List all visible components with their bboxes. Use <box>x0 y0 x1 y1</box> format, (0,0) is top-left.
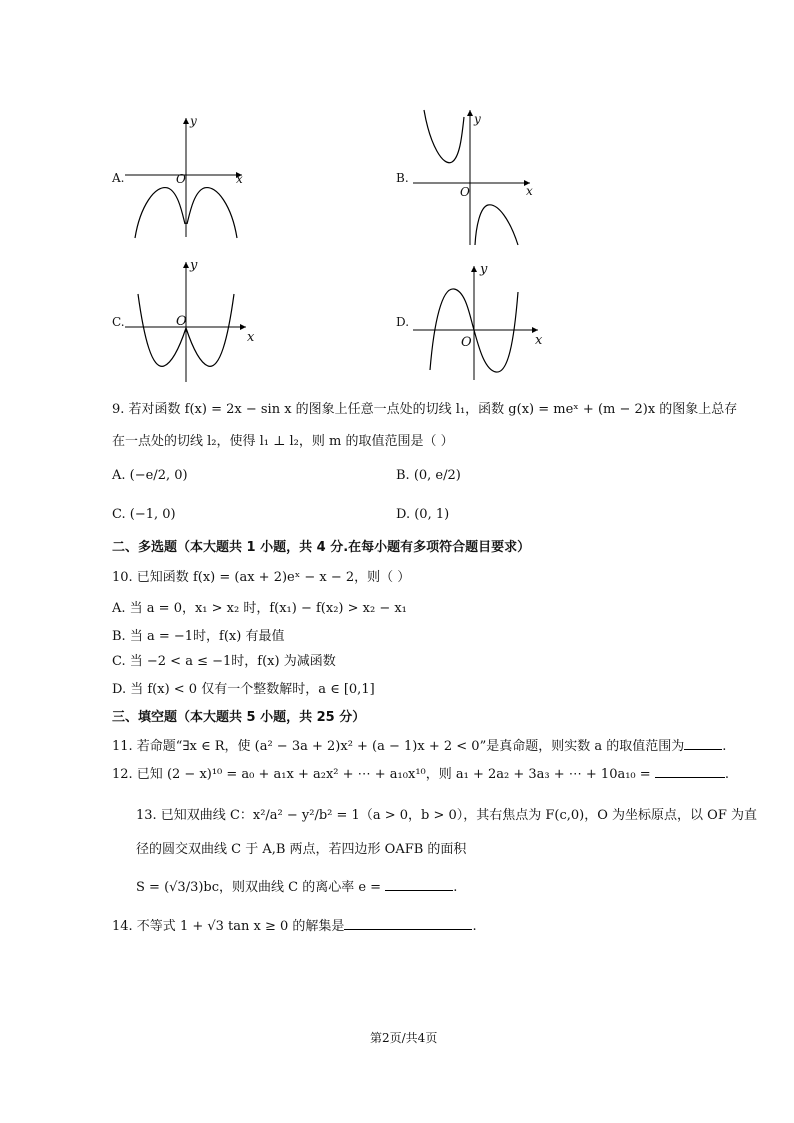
question-13-line3: S = (√3/3)bc，则双曲线 C 的离心率 e = <box>136 880 382 895</box>
graph-b-x-label: x <box>526 184 533 198</box>
question-9-line1: 9. 若对函数 f(x) = 2x − sin x 的图象上任意一点处的切线 l₁，函数 g(x) = meˣ + (m − 2)x 的图象上总存 <box>112 402 738 417</box>
graph-a-origin: O <box>176 172 186 186</box>
graph-b-y-label: y <box>474 112 481 126</box>
graph-b-plot <box>408 105 538 250</box>
graph-a-x-label: x <box>236 172 243 186</box>
graph-d-plot <box>410 262 545 382</box>
question-10-option-b: B. 当 a = −1时，f(x) 有最值 <box>112 629 285 644</box>
question-9-option-d: D. (0, 1) <box>396 507 450 522</box>
question-13-line3-wrap: S = (√3/3)bc，则双曲线 C 的离心率 e = . <box>136 880 458 895</box>
graph-c-y-label: y <box>190 258 198 273</box>
question-14: 14. 不等式 1 + √3 tan x ≥ 0 的解集是 . <box>112 919 477 934</box>
option-c-label: C. <box>112 315 125 329</box>
graph-c-x-label: x <box>247 330 255 345</box>
question-9-option-b: B. (0, e/2) <box>396 468 461 483</box>
page-footer: 第2页/共4页 <box>370 1031 438 1045</box>
question-12-answer-blank[interactable] <box>655 776 725 778</box>
graph-b-origin: O <box>460 185 470 199</box>
question-9-option-c: C. (−1, 0) <box>112 507 176 522</box>
question-12: 12. 已知 (2 − x)¹⁰ = a₀ + a₁x + a₂x² + ⋯ + a₁₀x¹⁰，则 a₁ + 2a₂ + 3a₃ + ⋯ + 10a₁₀ = . <box>112 767 729 782</box>
question-12-text: 12. 已知 (2 − x)¹⁰ = a₀ + a₁x + a₂x² + ⋯ + a₁₀x¹⁰，则 a₁ + 2a₂ + 3a₃ + ⋯ + 10a₁₀ = <box>112 767 651 782</box>
question-13-answer-blank[interactable] <box>385 889 453 891</box>
graph-d-y-label: y <box>480 262 488 277</box>
question-9-line2: 在一点处的切线 l₂，使得 l₁ ⊥ l₂，则 m 的取值范围是（ ） <box>112 434 454 449</box>
question-13-line1: 13. 已知双曲线 C：x²/a² − y²/b² = 1（a > 0，b > 0），其右焦点为 F(c,0)，O 为坐标原点，以 OF 为直 <box>136 808 757 823</box>
graph-c-plot <box>122 258 254 383</box>
question-11: 11. 若命题“∃x ∈ R，使 (a² − 3a + 2)x² + (a − 1)x + 2 < 0”是真命题，则实数 a 的取值范围为 . <box>112 739 727 754</box>
question-14-text: 14. 不等式 1 + √3 tan x ≥ 0 的解集是 <box>112 919 345 934</box>
graph-d-origin: O <box>461 335 472 350</box>
graph-d-x-label: x <box>535 333 543 348</box>
question-9-option-a: A. (−e/2, 0) <box>112 468 188 483</box>
question-11-answer-blank[interactable] <box>684 748 722 750</box>
question-13-line2: 径的圆交双曲线 C 于 A,B 两点，若四边形 OAFB 的面积 <box>136 842 467 857</box>
question-10-option-d: D. 当 f(x) < 0 仅有一个整数解时，a ∈ [0,1] <box>112 682 375 697</box>
option-d-label: D. <box>396 315 410 329</box>
graph-a-y-label: y <box>190 114 197 128</box>
question-11-text: 11. 若命题“∃x ∈ R，使 (a² − 3a + 2)x² + (a − 1)x + 2 < 0”是真命题，则实数 a 的取值范围为 <box>112 739 685 754</box>
section-3-heading: 三、填空题（本大题共 5 小题，共 25 分） <box>112 710 366 725</box>
question-10-option-a: A. 当 a = 0，x₁ > x₂ 时，f(x₁) − f(x₂) > x₂ − x₁ <box>112 601 407 616</box>
question-10-stem: 10. 已知函数 f(x) = (ax + 2)eˣ − x − 2，则（ ） <box>112 570 411 585</box>
question-10-option-c: C. 当 −2 < a ≤ −1时，f(x) 为减函数 <box>112 654 336 669</box>
question-14-answer-blank[interactable] <box>344 928 472 930</box>
option-a-label: A. <box>112 171 125 185</box>
graph-c-origin: O <box>176 314 187 329</box>
section-2-heading: 二、多选题（本大题共 1 小题，共 4 分.在每小题有多项符合题目要求） <box>112 540 531 555</box>
option-b-label: B. <box>396 171 409 185</box>
